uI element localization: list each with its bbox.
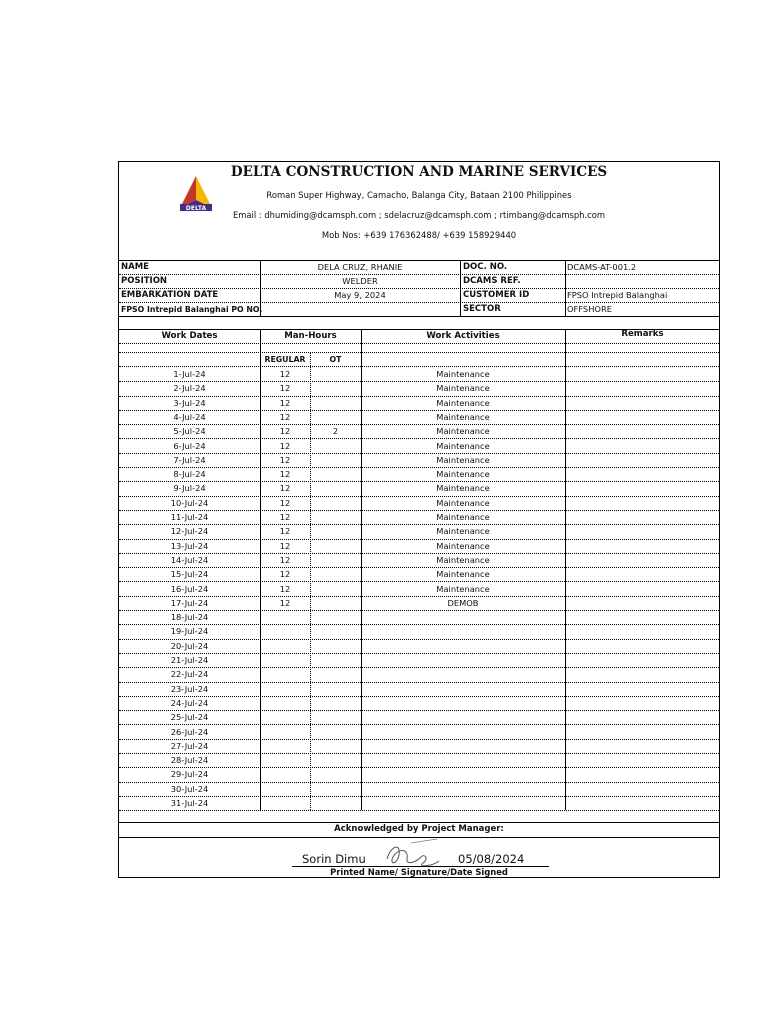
work-date: 30-Jul-24	[170, 783, 209, 794]
work-activity: Maintenance	[436, 469, 490, 480]
work-date: 10-Jul-24	[170, 497, 209, 508]
regular-hours: 12	[279, 569, 291, 580]
regular-hours: 12	[279, 426, 291, 437]
work-activity: DEMOB	[447, 597, 479, 608]
divider	[119, 822, 719, 823]
table-row	[119, 582, 719, 597]
doc-no-label: DOC. NO.	[463, 262, 508, 272]
table-row	[119, 367, 719, 382]
work-date: 6-Jul-24	[173, 440, 206, 451]
table-row	[119, 467, 719, 482]
table-row	[119, 667, 719, 682]
table-row	[119, 710, 719, 725]
work-date: 4-Jul-24	[173, 411, 206, 422]
regular-hours: 12	[279, 497, 291, 508]
work-activity: Maintenance	[436, 454, 490, 465]
work-date: 27-Jul-24	[170, 740, 209, 751]
work-activity: Maintenance	[436, 583, 490, 594]
work-date: 8-Jul-24	[173, 469, 206, 480]
regular-hours: 12	[279, 540, 291, 551]
work-date: 28-Jul-24	[170, 755, 209, 766]
work-date: 5-Jul-24	[173, 426, 206, 437]
customer-id-value: FPSO Intrepid Balanghai	[567, 290, 668, 300]
work-activity: Maintenance	[436, 512, 490, 522]
divider	[119, 343, 719, 344]
table-row	[119, 553, 719, 568]
name-value: DELA CRUZ, RHANIE	[317, 262, 403, 272]
regular-hours: 12	[279, 554, 291, 565]
work-date: 2-Jul-24	[173, 383, 206, 394]
divider	[119, 316, 719, 317]
work-date: 9-Jul-24	[173, 483, 206, 494]
work-activity: Maintenance	[436, 569, 490, 580]
table-row	[119, 796, 719, 811]
work-date: 13-Jul-24	[170, 540, 209, 551]
regular-hours: 12	[279, 583, 291, 594]
table-row	[119, 567, 719, 582]
regular-hours: 12	[279, 383, 291, 394]
customer-id-label: CUSTOMER ID	[463, 290, 530, 300]
table-row	[119, 682, 719, 697]
col-work-dates: Work Dates	[161, 331, 218, 341]
regular-hours: 12	[279, 454, 291, 465]
sector-label: SECTOR	[463, 304, 501, 314]
work-date: 29-Jul-24	[170, 769, 209, 780]
sector-value: OFFSHORE	[567, 304, 612, 314]
po-no-label: FPSO Intrepid Balanghai PO NO.	[121, 305, 263, 314]
company-mobile: Mob Nos: +639 176362488/ +639 158929440	[321, 230, 517, 240]
regular-hours: 12	[279, 369, 291, 379]
work-date: 31-Jul-24	[170, 798, 209, 808]
table-row	[119, 753, 719, 768]
work-activity: Maintenance	[436, 483, 490, 494]
table-row	[119, 510, 719, 525]
work-date: 15-Jul-24	[170, 569, 209, 580]
col-work-activities: Work Activities	[426, 331, 500, 341]
table-row	[119, 725, 719, 740]
table-row	[119, 410, 719, 425]
svg-text:DELTA: DELTA	[185, 205, 207, 212]
work-date: 1-Jul-24	[173, 369, 206, 379]
position-label: POSITION	[121, 276, 168, 286]
divider	[460, 260, 461, 316]
work-date: 19-Jul-24	[170, 626, 209, 637]
work-activity: Maintenance	[436, 369, 490, 379]
work-date: 16-Jul-24	[170, 583, 209, 594]
table-row	[119, 539, 719, 554]
regular-hours: 12	[279, 597, 291, 608]
company-address: Roman Super Highway, Camacho, Balanga City, Bataan 2100 Philippines	[266, 190, 572, 200]
work-date: 7-Jul-24	[173, 454, 206, 465]
company-name: DELTA CONSTRUCTION AND MARINE SERVICES	[230, 164, 608, 180]
regular-hours: 12	[279, 512, 291, 522]
regular-hours: 12	[279, 526, 291, 537]
table-row	[119, 767, 719, 782]
work-date: 20-Jul-24	[170, 640, 209, 651]
table-row	[119, 696, 719, 711]
regular-hours: 12	[279, 440, 291, 451]
work-date: 12-Jul-24	[170, 526, 209, 537]
work-date: 26-Jul-24	[170, 726, 209, 737]
table-row	[119, 424, 719, 439]
regular-hours: 12	[279, 411, 291, 422]
table-row	[119, 624, 719, 639]
work-date: 23-Jul-24	[170, 683, 209, 694]
embarkation-value: May 9, 2024	[334, 290, 386, 300]
table-row	[119, 782, 719, 797]
timesheet	[118, 161, 720, 878]
divider	[565, 260, 566, 316]
dcams-ref-label: DCAMS REF.	[463, 276, 521, 286]
work-date: 14-Jul-24	[170, 554, 209, 565]
work-date: 17-Jul-24	[170, 597, 209, 608]
table-row	[119, 396, 719, 411]
signature-caption: Printed Name/ Signature/Date Signed	[330, 867, 508, 877]
table-row	[119, 496, 719, 511]
company-email: Email : dhumiding@dcamsph.com ; sdelacruz@dcamsph.com ; rtimbang@dcamsph.com	[232, 210, 606, 220]
date-signed: 05/08/2024	[458, 852, 525, 866]
regular-hours: 12	[279, 469, 291, 480]
col-man-hours: Man-Hours	[284, 331, 337, 341]
work-activity: Maintenance	[436, 497, 490, 508]
doc-no-value: DCAMS-AT-001.2	[567, 262, 637, 272]
embarkation-label: EMBARKATION DATE	[121, 290, 219, 300]
printed-name: Sorin Dimu	[302, 852, 366, 866]
work-date: 24-Jul-24	[170, 697, 209, 708]
table-row	[119, 439, 719, 454]
table-row	[119, 653, 719, 668]
name-label: NAME	[121, 262, 149, 272]
ot-hours: 2	[332, 426, 339, 437]
work-activity: Maintenance	[436, 426, 490, 437]
work-activity: Maintenance	[436, 383, 490, 394]
work-activity: Maintenance	[436, 554, 490, 565]
col-ot: OT	[329, 355, 342, 364]
work-date: 21-Jul-24	[170, 655, 209, 665]
work-activity: Maintenance	[436, 397, 490, 408]
work-date: 3-Jul-24	[173, 397, 206, 408]
work-activity: Maintenance	[436, 411, 490, 422]
work-activity: Maintenance	[436, 526, 490, 537]
regular-hours: 12	[279, 483, 291, 494]
work-date: 18-Jul-24	[170, 612, 209, 623]
regular-hours: 12	[279, 397, 291, 408]
table-row	[119, 481, 719, 496]
acknowledged-label: Acknowledged by Project Manager:	[334, 824, 504, 834]
table-row	[119, 381, 719, 396]
table-row	[119, 596, 719, 611]
table-row	[119, 739, 719, 754]
position-value: WELDER	[342, 276, 378, 286]
company-header	[119, 162, 719, 260]
work-activity: Maintenance	[436, 540, 490, 551]
work-activity: Maintenance	[436, 440, 490, 451]
col-remarks: Remarks	[621, 329, 664, 339]
table-row	[119, 610, 719, 625]
work-date: 11-Jul-24	[170, 512, 209, 522]
divider	[119, 352, 719, 353]
table-row	[119, 453, 719, 468]
work-date: 22-Jul-24	[170, 669, 209, 680]
table-row	[119, 524, 719, 539]
work-date: 25-Jul-24	[170, 712, 209, 723]
col-regular: REGULAR	[264, 355, 306, 364]
table-row	[119, 639, 719, 654]
